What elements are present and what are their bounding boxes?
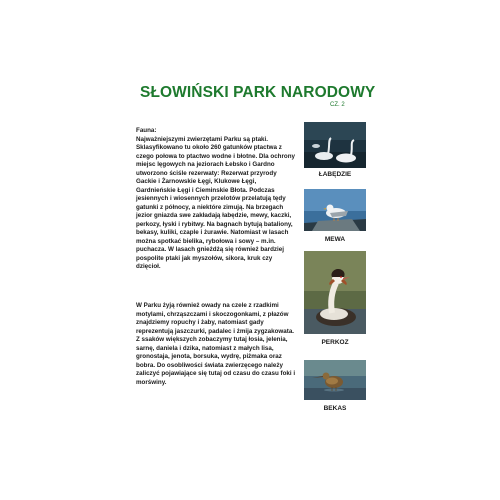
caption-grebe: PERKOZ: [321, 339, 349, 346]
gull-icon: [304, 189, 366, 231]
caption-gull: MEWA: [324, 236, 346, 243]
paragraph-animals: W Parku żyją również owady na czele z rzadkimi motylami, chrząszczami i skoczogonkami, z płazów znajdziemy ropuchy i żaby, natomiast gady reprezentują jaszczurki, padalec i żmija zygzakowata. Z ssaków większych zobaczymy tutaj łosia, jelenia, sarnę, daniela i dzika, natomiast z małych lisa, gronostaja, jenota, borsuka, wydrę, piżmaka oraz bobra. Do osobliwości świata zwierzęcego należy zaliczyć pojawiające się tutaj od czasu do czasu foki i morświny.: [136, 302, 296, 386]
caption-snipe: BEKAS: [323, 405, 347, 412]
caption-swans: ŁABĘDZIE: [318, 171, 352, 178]
snipe-icon: [304, 360, 366, 400]
grebe-photo: [304, 251, 366, 334]
fauna-heading: Fauna:: [136, 127, 157, 134]
swan-icon: [304, 122, 366, 168]
paragraph-birds: Najważniejszymi zwierzętami Parku są ptaki. Sklasyfikowano tu około 260 gatunków ptactwa z czego połowa to ptactwo wodne i błotne. Dla ochrony miejsc lęgowych na jeziorach Łebsko i Gardno utworzono ściśle rezerwaty: Rezerwat przyrody Gackie i Żarnowskie Łęgi, Klukowe Łęgi, Gardnieńskie Łęgi i Cieminskie Błota. Podczas jesiennych i wiosennych przelotów przelatują tędy gatunki z północy, a niektóre zimują. Na brzegach jezior gniazda swe zakładają łabędzie, mewy, kaczki, perkozy, łyski i rybitwy. Na bagnach bytują bataliony, bekasy, kuliki, czaple i żurawie. Natomiast w lasach można spotkać bielika, rybołowa i sowy – m.in. puchacza. W lasach gnieżdżą się również bardziej pospolite ptaki jak myszołów, sikora, kruk czy dzięcioł.: [136, 135, 296, 270]
grebe-icon: [304, 251, 366, 334]
text-column: [136, 127, 296, 272]
page-subtitle: CZ. 2: [330, 102, 345, 108]
text-column-2: [136, 302, 296, 387]
gull-photo: [304, 189, 366, 231]
swan-photo: [304, 122, 366, 168]
snipe-photo: [304, 360, 366, 400]
page-title: SŁOWIŃSKI PARK NARODOWY: [140, 84, 376, 101]
